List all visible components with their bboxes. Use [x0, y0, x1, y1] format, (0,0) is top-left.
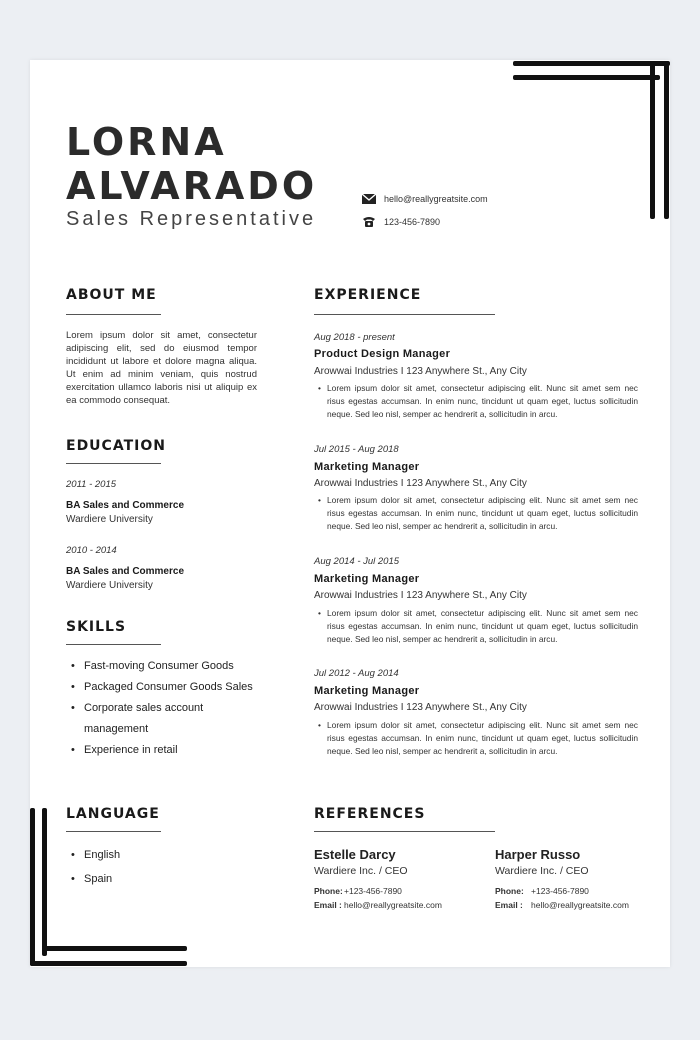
corner-bar-top-2	[513, 75, 660, 80]
edu-years: 2011 - 2015	[66, 479, 117, 490]
job-company: Arowwai Industries I 123 Anywhere St., Any City	[314, 702, 527, 713]
references-rule	[314, 831, 495, 832]
job-company: Arowwai Industries I 123 Anywhere St., Any City	[314, 590, 527, 601]
reference-phone-value: +123-456-7890	[531, 886, 589, 896]
language-rule	[66, 831, 161, 832]
reference-email-value: hello@reallygreatsite.com	[344, 900, 442, 910]
first-name: LORNA	[66, 120, 227, 164]
job-role: Product Design Manager	[314, 348, 451, 360]
language-list	[66, 843, 226, 891]
job-dates: Aug 2014 - Jul 2015	[314, 556, 400, 567]
skills-heading: SKILLS	[66, 619, 127, 635]
job-desc-text: Lorem ipsum dolor sit amet, consectetur adipiscing elit. Nunc sit amet sem nec risus egestas accumsan. In enim nunc, tincidunt ut quam eget, luctus sollicitudin neque. Sed leo nisl, semper ac hendrerit a, sollicitudin in arcu.	[327, 383, 638, 419]
job-dates: Aug 2018 - present	[314, 332, 395, 343]
corner-bar-bottom-2	[42, 946, 187, 951]
job-title: Sales Representative	[66, 208, 317, 230]
reference-name: Harper Russo	[495, 847, 581, 862]
bullet-dot: •	[318, 383, 321, 393]
envelope-icon	[362, 194, 376, 204]
list-item: • Spain	[66, 867, 226, 891]
full-name	[66, 120, 317, 208]
job-role: Marketing Manager	[314, 573, 420, 585]
job-description	[318, 719, 638, 758]
email-label: Email :	[495, 900, 523, 910]
last-name: ALVARADO	[66, 164, 318, 208]
email-label: Email :	[314, 900, 342, 910]
reference-email	[495, 900, 629, 910]
bullet-dot: •	[318, 495, 321, 505]
corner-bar-right-1	[664, 61, 669, 219]
list-item: • English	[66, 843, 226, 867]
about-text: Lorem ipsum dolor sit amet, consectetur adipiscing elit, sed do eiusmod tempor incididunt ut labore et dolore magna aliqua. Ut enim ad minim veniam, quis nostrud exercitation ullamco laboris nisi ut aliquip ex ea commodo consequat.	[66, 330, 257, 406]
reference-company: Wardiere Inc. / CEO	[495, 865, 589, 877]
reference-name: Estelle Darcy	[314, 847, 396, 862]
phone-text: 123-456-7890	[384, 216, 441, 227]
job-company: Arowwai Industries I 123 Anywhere St., Any City	[314, 478, 527, 489]
about-heading: ABOUT ME	[66, 287, 157, 303]
corner-bar-right-2	[650, 61, 655, 219]
edu-degree: BA Sales and Commerce	[66, 566, 185, 577]
about-rule	[66, 314, 161, 315]
bullet-dot: •	[318, 608, 321, 618]
language-heading: LANGUAGE	[66, 806, 160, 822]
job-role: Marketing Manager	[314, 461, 420, 473]
list-item: • Corporate sales account management	[66, 698, 219, 740]
list-item: • Experience in retail	[66, 740, 266, 761]
edu-school: Wardiere University	[66, 514, 153, 525]
skills-list	[66, 656, 266, 761]
reference-email	[314, 900, 442, 910]
experience-heading: EXPERIENCE	[314, 287, 422, 303]
phone-label: Phone:	[314, 886, 343, 896]
reference-company: Wardiere Inc. / CEO	[314, 865, 408, 877]
education-rule	[66, 463, 161, 464]
job-description	[318, 494, 638, 533]
email-row	[362, 194, 488, 204]
corner-bar-left-1	[30, 808, 35, 966]
education-heading: EDUCATION	[66, 438, 166, 454]
corner-bar-left-2	[42, 808, 47, 956]
job-desc-text: Lorem ipsum dolor sit amet, consectetur adipiscing elit. Nunc sit amet sem nec risus egestas accumsan. In enim nunc, tincidunt ut quam eget, luctus sollicitudin neque. Sed leo nisl, semper ac hendrerit a, sollicitudin in arcu.	[327, 720, 638, 756]
job-description	[318, 607, 638, 646]
job-description	[318, 382, 638, 421]
bullet-dot: •	[318, 720, 321, 730]
reference-phone	[314, 886, 402, 896]
phone-label: Phone:	[495, 886, 524, 896]
job-desc-text: Lorem ipsum dolor sit amet, consectetur adipiscing elit. Nunc sit amet sem nec risus egestas accumsan. In enim nunc, tincidunt ut quam eget, luctus sollicitudin neque. Sed leo nisl, semper ac hendrerit a, sollicitudin in arcu.	[327, 608, 638, 644]
job-dates: Jul 2012 - Aug 2014	[314, 668, 399, 679]
job-company: Arowwai Industries I 123 Anywhere St., Any City	[314, 366, 527, 377]
corner-bar-top-1	[513, 61, 670, 66]
resume-page	[30, 60, 670, 967]
job-dates: Jul 2015 - Aug 2018	[314, 444, 399, 455]
job-desc-text: Lorem ipsum dolor sit amet, consectetur adipiscing elit. Nunc sit amet sem nec risus egestas accumsan. In enim nunc, tincidunt ut quam eget, luctus sollicitudin neque. Sed leo nisl, semper ac hendrerit a, sollicitudin in arcu.	[327, 495, 638, 531]
edu-degree: BA Sales and Commerce	[66, 500, 185, 511]
phone-row	[362, 216, 440, 227]
email-text: hello@reallygreatsite.com	[384, 194, 488, 204]
corner-bar-bottom-1	[30, 961, 187, 966]
references-heading: REFERENCES	[314, 806, 426, 822]
experience-rule	[314, 314, 495, 315]
job-role: Marketing Manager	[314, 685, 420, 697]
edu-school: Wardiere University	[66, 580, 153, 591]
phone-icon	[362, 216, 376, 227]
skills-rule	[66, 644, 161, 645]
reference-email-value: hello@reallygreatsite.com	[531, 900, 629, 910]
list-item: • Fast-moving Consumer Goods	[66, 656, 266, 677]
list-item: • Packaged Consumer Goods Sales	[66, 677, 266, 698]
edu-years: 2010 - 2014	[66, 545, 117, 556]
reference-phone	[495, 886, 589, 896]
reference-phone-value: +123-456-7890	[344, 886, 402, 896]
